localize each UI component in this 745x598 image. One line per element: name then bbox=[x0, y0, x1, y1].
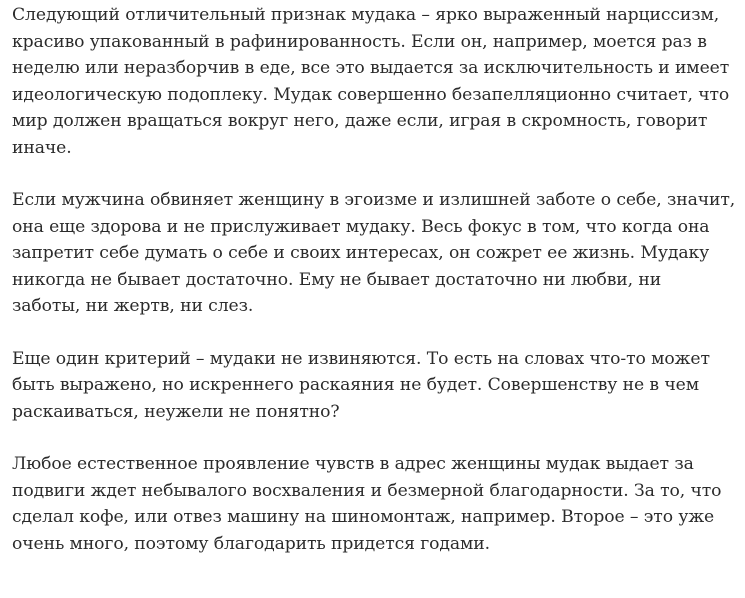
text-line: неделю или неразборчив в еде, все это выдается за исключительность и имеет bbox=[12, 58, 730, 78]
text-line: Если мужчина обвиняет женщину в эгоизме и излишней заботе о себе, значит, bbox=[12, 190, 736, 210]
paragraph-3 bbox=[12, 346, 740, 426]
text-line: она еще здорова и не прислуживает мудаку. Весь фокус в том, что когда она bbox=[12, 216, 710, 237]
text-line: Следующий отличительный признак мудака – ярко выраженный нарциссизм, bbox=[12, 5, 720, 25]
text-line: идеологическую подоплеку. Мудак совершенно безапелляционно считает, что bbox=[12, 84, 730, 105]
text-line: сделал кофе, или отвез машину на шиномонтаж, например. Второе – это уже bbox=[12, 507, 715, 527]
text-line: мир должен вращаться вокруг него, даже если, играя в скромность, говорит bbox=[12, 111, 708, 131]
text-line: красиво упакованный в рафинированность. Если он, например, моется раз в bbox=[12, 31, 707, 52]
paragraph-2 bbox=[12, 187, 740, 320]
text-line: никогда не бывает достаточно. Ему не бывает достаточно ни любви, ни bbox=[12, 269, 662, 290]
text-line: иначе. bbox=[12, 137, 72, 158]
text-line: очень много, поэтому благодарить придется годами. bbox=[12, 533, 491, 554]
text-line: заботы, ни жертв, ни слез. bbox=[12, 296, 254, 316]
text-line: запретит себе думать о себе и своих интересах, он сожрет ее жизнь. Мудаку bbox=[12, 243, 710, 263]
text-line: Еще один критерий – мудаки не извиняются. То есть на словах что-то может bbox=[12, 348, 710, 369]
text-line: раскаиваться, неужели не понятно? bbox=[12, 401, 340, 422]
article-text bbox=[12, 2, 740, 583]
text-line: быть выражено, но искреннего раскаяния не будет. Совершенству не в чем bbox=[12, 375, 699, 395]
text-line: подвиги ждет небывалого восхваления и безмерной благодарности. За то, что bbox=[12, 480, 722, 501]
text-line: Любое естественное проявление чувств в адрес женщины мудак выдает за bbox=[12, 454, 694, 474]
paragraph-1 bbox=[12, 2, 740, 161]
paragraph-4 bbox=[12, 451, 740, 557]
